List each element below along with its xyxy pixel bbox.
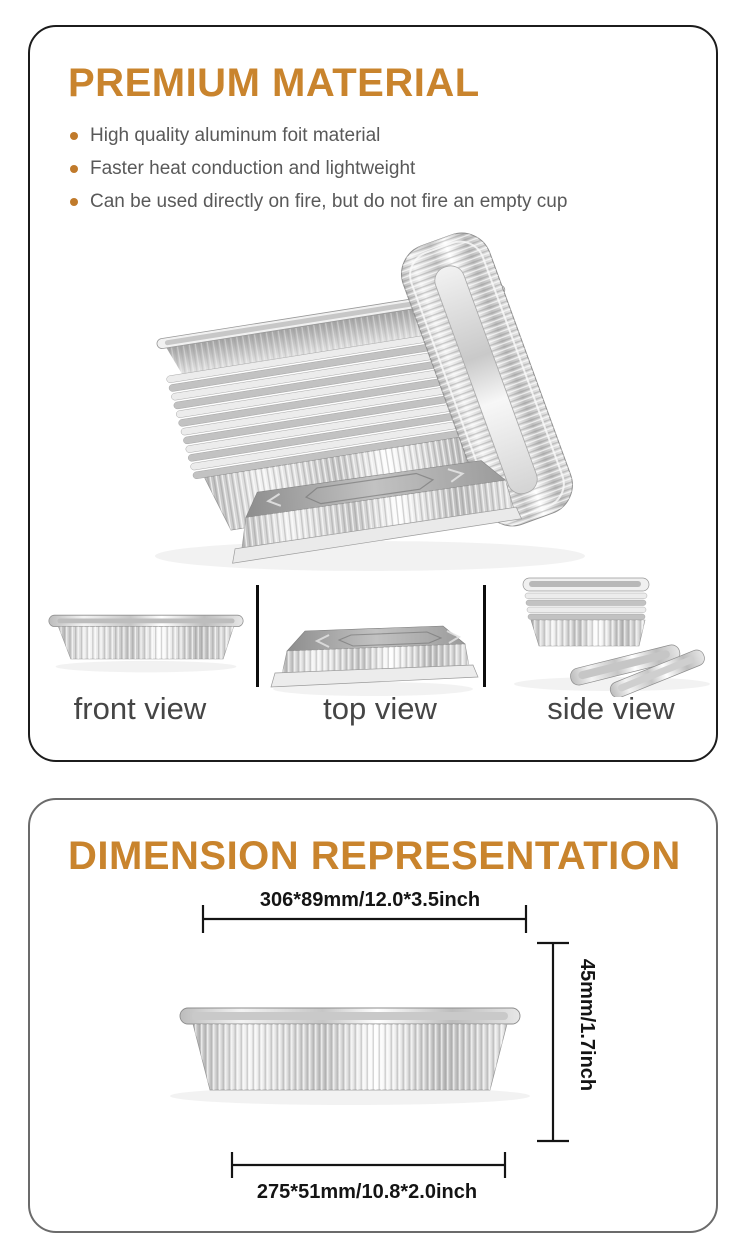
feature-text: High quality aluminum foit material — [90, 125, 381, 146]
hero-product-photo — [120, 222, 620, 587]
top-dimension-text: 306*89mm/12.0*3.5inch — [259, 889, 481, 911]
feature-item — [70, 125, 567, 147]
view-divider — [483, 585, 486, 687]
feature-text: Faster heat conduction and lightweight — [90, 158, 416, 179]
height-dimension-line — [537, 943, 569, 1141]
premium-material-card — [28, 25, 718, 762]
tray-illustration — [170, 1008, 530, 1105]
dimension-diagram — [30, 800, 716, 1231]
base-dimension-text: 275*51mm/10.8*2.0inch — [256, 1181, 478, 1203]
view-divider — [256, 585, 259, 687]
top-view-label: top view — [323, 691, 437, 726]
side-view-image — [507, 572, 712, 697]
dimension-section-title: DIMENSION REPRESENTATION — [68, 834, 681, 878]
bullet-icon — [70, 198, 78, 206]
front-view-label: front view — [73, 691, 207, 726]
bullet-icon — [70, 165, 78, 173]
base-dimension-line — [232, 1152, 505, 1178]
feature-text: Can be used directly on fire, but do not fire an empty cup — [90, 191, 568, 212]
height-dimension-text: 45mm/1.7inch — [576, 958, 598, 1092]
bullet-icon — [70, 132, 78, 140]
feature-item — [70, 191, 567, 213]
premium-section-title: PREMIUM MATERIAL — [68, 61, 480, 105]
front-view-image — [46, 599, 246, 679]
dimension-card — [28, 798, 718, 1233]
feature-list — [70, 125, 567, 224]
feature-item — [70, 158, 567, 180]
side-view-label: side view — [547, 691, 675, 726]
